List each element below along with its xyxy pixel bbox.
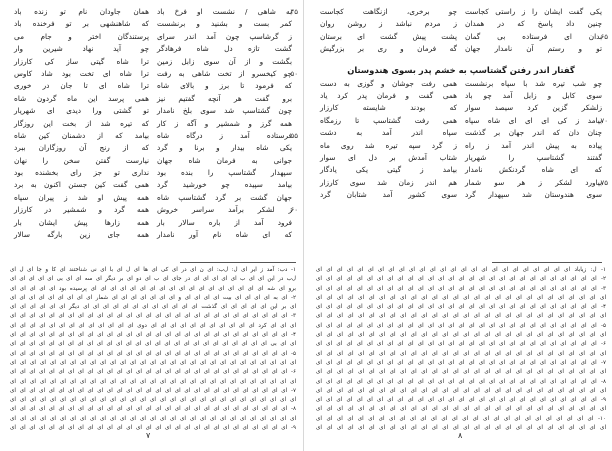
footnote-line: ۴- ای ای ای ای ای ای ای ای ای ای ای ای ای ای ای ای ای ای ای ای ای ای ای ای ای ای ای ای — [316, 304, 606, 311]
hemistich-right: زلشکر گزین کرد سیصد سوار — [465, 103, 602, 113]
verse-number: ۷۵ — [600, 178, 608, 187]
hemistich-right: تو و رستم آن نامدار جهان — [465, 44, 602, 54]
hemistich-right: پیاده به پیش اندر آمد ز راه — [465, 140, 602, 150]
hemistich-left: سوی کشور آمد شتابان گرد — [320, 190, 457, 200]
hemistich-right: چنان دان که اندر جهان بر گذشت — [465, 128, 602, 138]
footnotes — [10, 266, 296, 433]
footnote-rule — [180, 262, 296, 263]
footnote-line: ای بر این ای ای ای ای ای گذشت ای ای ای ای ای ای ای ای ای ای ای ای دیگر ای ای ای ای ای ای — [10, 304, 296, 311]
footnote-line: ای ای ای ای ای ای ای ای ای ای ای ای ای ای ای ای ای ای ای ای ای ای ای ای ای ای ای ای ای — [10, 397, 296, 404]
couplet — [316, 102, 606, 114]
hemistich-right: بگشت و از آن سوی زابل زمین — [157, 56, 292, 66]
couplet — [10, 31, 296, 43]
verse-number: ۶۵ — [600, 32, 608, 41]
hemistich-right: چو شب تیره شد با سپاه برنشست — [465, 78, 602, 88]
hemistich-right: بیامد ز کی ای ای ای شاه سپاه — [465, 115, 602, 125]
hemistich-left: ز مردم نباشد ز روشن روان — [320, 19, 457, 29]
verse-number: ۷۰ — [600, 116, 608, 125]
couplet — [316, 90, 606, 102]
couplet — [10, 93, 296, 105]
footnote-line: ۲- ای به ای ای ای ای بیت ای ای ای ای و ای ای ای ای ای ای ای شمار ای ای ای ای ای ای ای ای ای — [10, 294, 296, 301]
couplet — [10, 105, 296, 117]
hemistich-right: برو گفت هر آنچه گفتیم نیز — [157, 93, 292, 103]
hemistich-left: همان جاودان نام تو زنده باد — [14, 7, 149, 16]
hemistich-left: همی گفت کین جستن اکنون به برد — [14, 180, 149, 190]
verse-number: ۴۵ — [290, 8, 298, 16]
hemistich-left: که تیره شد از بخت این روزگار — [14, 118, 149, 128]
footnote-line: ای ای بی ای ای ای ای ای ای ای ای ای ای ای ای ای ای ای ای ای ای ای ای ای ای ای ای ای ای ای — [10, 341, 296, 348]
footnote-line: ۷- ای ای ای ای ای ای ای ای ای ای ای ای ای ای ای ای ای ای ای ای ای ای ای ای ای ای ای ای ای — [10, 387, 296, 394]
footnote-line: ۱۰- ای ای ای ای ای ای ای ای ای ای ای ای ای ای ای ای ای ای ای ای ای ای ای ای ای ای ای — [316, 415, 606, 422]
hemistich-left: همه جای زین بارگه سالار — [14, 230, 149, 240]
couplet — [10, 80, 296, 92]
couplet — [316, 43, 606, 55]
hemistich-left: پرستندگان اختر و جام می — [14, 31, 149, 41]
footnote-line: برو ای شه ای ای ای ای ای ای ای ای ای ای ای ای ای ای ای ای ای ای پرسیده بود ای ای ای ای ای — [10, 285, 296, 292]
footnote-line: ای ای ای ای ای ای ای ای ای ای ای ای ای ای ای ای ای ای ای ای ای ای ای ای ای ای ای ای — [316, 313, 606, 320]
hemistich-right: به شاهی / نشست او فرخ باد — [157, 7, 292, 16]
footnote-line: ۷- ای ای ای ای ای ای ای ای ای ای ای ای ای ای ای ای ای ای ای ای ای ای ای ای ای ای ای ای — [316, 359, 606, 366]
hemistich-right: جوانی به فرمان شاه جهان — [157, 155, 292, 165]
footnote-line: ۳- ای ای ای ای ای ای ای ای ای ای ای ای ای ای ای ای ای ای ای ای ای ای ای ای ای ای ای ای — [316, 285, 606, 292]
hemistich-right: چو کیخسرو از تخت شاهی به رفت — [157, 68, 292, 78]
couplet — [316, 31, 606, 43]
couplet — [316, 189, 606, 201]
footnote-line: ای ای ای ای ای ای ای ای ای ای ای ای ای ای ای ای ای ای ای ای ای ای ای ای ای ای ای ای — [316, 425, 606, 432]
hemistich-right: یکی گفت ایشان را ز راستی کجاست — [465, 7, 602, 16]
couplet — [10, 229, 296, 241]
footnote-line: ۶- ای ای ای ای ای ای ای ای ای ای ای ای ای ای ای ای ای ای ای ای ای ای ای ای ای ای ای ای — [316, 341, 606, 348]
footnote-line: ای ای ای ای ای ای ای ای ای ای ای ای ای ای ای ای ای ای ای ای ای ای ای ای ای ای ای ای — [316, 406, 606, 413]
hemistich-right: ز لشکر برآمد سراسر خروش — [157, 205, 292, 215]
footnote-line: ل‌ب در این ای ای ب ای ای ای ای ای در جای ای ب ای دو ای بر دیگر ای سه ای ای بی ای ای ای ای ای — [10, 276, 296, 283]
poem-text — [316, 6, 606, 201]
left-page — [0, 0, 302, 451]
couplet — [316, 6, 606, 18]
couplet — [316, 177, 606, 189]
hemistich-right: بدان ای فرستاده بی گمان — [465, 31, 602, 41]
couplet — [10, 204, 296, 216]
couplet — [316, 127, 606, 139]
footnote-line: ۱- دب: آمد ز ایر ای ل: ل‌ب: ای ن ای در ای کی ای ها ای ل ای با ای نی شناختند ای کا و جا ای ل ای — [10, 267, 296, 273]
hemistich-left: پشت پیش گشت ای برستان — [320, 31, 457, 41]
page-number: ۸ — [458, 431, 463, 440]
couplet — [316, 140, 606, 152]
verse-number: ۵۰ — [290, 69, 298, 78]
couplet — [316, 18, 606, 30]
hemistich-right: سپهدار گشتاسپ را بنده بود — [157, 168, 292, 178]
couplet — [316, 164, 606, 176]
section-heading: گفتار اندر رفتن گشتاسپ به خشم پدر بسوی هندوستان — [347, 64, 575, 75]
footnote-line: ای ای ای ای ای ای ای ای ای ای ای ای ای ای ای ای ای ای ای ای ای ای ای ای ای ای ای ای — [316, 332, 606, 339]
footnote-line: ۹- ای ای ای ای ای ای ای ای ای ای ای ای ای ای ای ای ای ای ای ای ای ای ای ای ای ای ای ای — [316, 397, 606, 404]
hemistich-left: همه زارها پیش ایشان بار — [14, 217, 149, 227]
hemistich-left: شتاب آمدش بر دل ای سوار — [320, 152, 457, 162]
couplet — [10, 118, 296, 130]
hemistich-right: گشت تازه دل شاه فرهادگر — [157, 44, 292, 54]
hemistich-left: ترا شاه گیتی ساز کی کارزار — [14, 56, 149, 66]
footnote-line: ۵- ای ای ای ای ای ای ای ای ای ای ای ای ای ای ای ای ای ای ای ای ای ای ای ای ای ای ای ای — [316, 322, 606, 329]
hemistich-left: چو آید نهاد شیرین وار — [14, 44, 149, 54]
verse-number: ۶۰ — [290, 206, 298, 215]
hemistich-right: بیاورد لشکر ز هر سو شمار — [465, 177, 602, 187]
footnote-line: ۴- ای ای ای ای ای ای ای ای ای ای ای ای ای ای ای ای ای ای ای ای ای ای ای ای ای ای ای ای ای — [10, 332, 296, 339]
hemistich-right: سوی هندوستان شد سپهدار گرد — [465, 190, 602, 200]
page-gutter — [303, 0, 304, 451]
hemistich-left: ز گرد سپه تیره شد روی ماه — [320, 140, 457, 150]
hemistich-left: بیامد ز گیتی یکی یادگار — [320, 165, 457, 175]
footnote-line: ای ای ای ای ای ای ای ای ای ای ای ای ای ای ای ای ای ای ای ای ای ای ای ای ای ای ای ای ای — [10, 378, 296, 385]
verse-number: ۵۵ — [290, 131, 298, 140]
hemistich-right: که فرمود تا برز و بالای شاه — [157, 81, 292, 91]
hemistich-right: جهان گشت بر گرد گشتاسپ شاه — [157, 192, 292, 202]
hemistich-right: که ای شاه گردنکش نامدار — [465, 165, 602, 175]
footnote-line: ای ای ای ای ای ای ای ای ای ای ای ای ای ای ای ای ای ای ای ای ای ای ای ای ای ای ای ای — [316, 369, 606, 376]
hemistich-left: هم اندر زمان شد سوی کارزار — [320, 177, 457, 187]
couplet — [10, 6, 296, 18]
hemistich-left: نیارست گفتن سخن را نهان — [14, 155, 149, 165]
couplet — [316, 152, 606, 164]
footnote-line: ۵- ای ای ای ای ای ای ای ای ای ای ای ای ای ای ای ای ای ای ای ای ای ای ای ای ای ای ای ای ای — [10, 350, 296, 357]
couplet — [10, 43, 296, 55]
footnote-line: ۹- ای ای ای ای ای ای ای ای ای ای ای ای ای ای ای ای ای ای ای ای ای ای ای ای ای ای ای ای ای — [10, 425, 296, 432]
footnote-line: ۳- ای ای ای ای ای ای ای ای ای ای ای ای ای ای ای ای ای ای ای ای ای ای ای ای ای ای ای ای ای — [10, 313, 296, 320]
hemistich-left: همی گفت و فرمان پدر کرد یاد — [320, 90, 457, 100]
hemistich-right: یکی شاه بیدار و برنا و گرد — [157, 143, 292, 153]
right-page — [306, 0, 612, 451]
footnote-line: ای ای ای ای ای ای ای ای ای ای ای ای ای ای ای ای ای ای ای ای ای ای ای ای ای ای ای ای — [316, 350, 606, 357]
hemistich-right: همه گرز و شمشیر و آگه ز کار — [157, 118, 292, 128]
couplet — [10, 179, 296, 191]
footnote-line: ای ای ای ای ای ای ای ای ای ای ای ای ای ای ای ای ای ای ای ای ای ای ای ای ای ای ای ای ای — [10, 359, 296, 366]
hemistich-left: بیامد که از دشمنان کین شاه — [14, 130, 149, 140]
footnote-line: ۸- ای ای ای ای ای ای ای ای ای ای ای ای ای ای ای ای ای ای ای ای ای ای ای ای ای ای ای ای ای — [10, 406, 296, 413]
hemistich-right: چون گشتاسپ شد سوی بلخ نامدار — [157, 106, 292, 116]
hemistich-left: که شاهنشهی بر تو فرخنده باد — [14, 19, 149, 29]
hemistich-left: ترا شاه ای تخت بود شاد کاوس — [14, 68, 149, 78]
hemistich-left: همه پیش او شد ز پیران سپاه — [14, 192, 149, 202]
hemistich-left: که بودند شایسته کارزار — [320, 103, 457, 113]
hemistich-right: ز گرشاسپ چون آمد اندر سرای — [157, 31, 292, 41]
footnote-line: ۱- ل: زیاباد ای ای ای ای ای ای ای ای ای ای ای ای ای ای ای ای ای ای ای ای ای ای ای ای ای — [316, 267, 606, 273]
hemistich-right: فرستاده آمد ز درگاه شاه — [157, 130, 292, 140]
footnote-line: ای ای ای ای ای ای ای ای ای ای ای ای ای ای ای ای ای ای ای ای ای ای ای ای ای ای ای ای ای — [10, 415, 296, 422]
couplet — [10, 192, 296, 204]
hemistich-right: بیامد سپیده چو خورشید گرد — [157, 180, 292, 190]
couplet — [10, 155, 296, 167]
hemistich-left: که از رنج آن روزگاران ببرد — [14, 143, 149, 153]
footnotes — [316, 266, 606, 433]
couplet — [10, 56, 296, 68]
hemistich-right: فرود آمد از باره سالار بار — [157, 217, 292, 227]
hemistich-left: همی رفت جوشان و گوزی به دست — [320, 78, 457, 88]
hemistich-left: تو گشتی ورا دیدی ای شهریار — [14, 106, 149, 116]
couplet — [316, 78, 606, 90]
hemistich-left: چو برخری، ازنگاهت کجاست — [320, 7, 457, 16]
couplet — [316, 115, 606, 127]
footnote-line: ای ای ای ای ای ای ای ای ای ای ای ای ای ای ای ای ای ای ای ای ای ای ای ای ای ای ای ای — [316, 294, 606, 301]
hemistich-right: سوی کابل و زابل آمد چو باد — [465, 90, 602, 100]
footnote-rule — [492, 262, 602, 263]
hemistich-left: همی پرسد این ماه گردون شاه — [14, 93, 149, 103]
couplet — [10, 130, 296, 142]
hemistich-left: گه فرمان و ری بر بزرگیش — [320, 44, 457, 54]
footnote-line: ای ای ای کرد ای ای ای ای ای ای ای ای ای ای ای دوی ای ای ای ای ای ای ای ای ای ای ای ای ای — [10, 322, 296, 329]
hemistich-right: چنین داد پاسخ که در همدان — [465, 19, 602, 29]
hemistich-left: همی رفت گشتاسپ تا رزمگاه — [320, 115, 457, 125]
hemistich-right: کمر بست و بشنید و برنشست — [157, 19, 292, 29]
couplet — [10, 217, 296, 229]
hemistich-right: که ای شاه نام آور نامدار — [157, 230, 292, 240]
hemistich-left: سپاه اندر آمد به دشت — [320, 128, 457, 138]
hemistich-left: ترا شاه ای تا جان در خوری — [14, 81, 149, 91]
hemistich-left: نداری تو جز رای بخشنده بود — [14, 168, 149, 178]
footnote-line: ای ای ای ای ای ای ای ای ای ای ای ای ای ای ای ای ای ای ای ای ای ای ای ای ای ای ای ای — [316, 387, 606, 394]
couplet — [10, 167, 296, 179]
footnote-line: ۸- ای ای ای ای ای ای ای ای ای ای ای ای ای ای ای ای ای ای ای ای ای ای ای ای ای ای ای ای — [316, 378, 606, 385]
footnote-line: ۲- ای ای ای ای ای ای ای ای ای ای ای ای ای ای ای ای ای ای ای ای ای ای ای ای ای ای ای ای — [316, 276, 606, 283]
hemistich-right: گفتند گشتاسپ را شهریار — [465, 152, 602, 162]
footnote-line: ۶- ای ای ای ای ای ای ای ای ای ای ای ای ای ای ای ای ای ای ای ای ای ای ای ای ای ای ای ای ای — [10, 369, 296, 376]
couplet — [10, 18, 296, 30]
couplet — [10, 68, 296, 80]
poem-text — [10, 6, 296, 241]
hemistich-left: همه گرد و شمشیر در کارزار — [14, 205, 149, 215]
couplet — [10, 142, 296, 154]
page-number: ۷ — [146, 431, 151, 440]
